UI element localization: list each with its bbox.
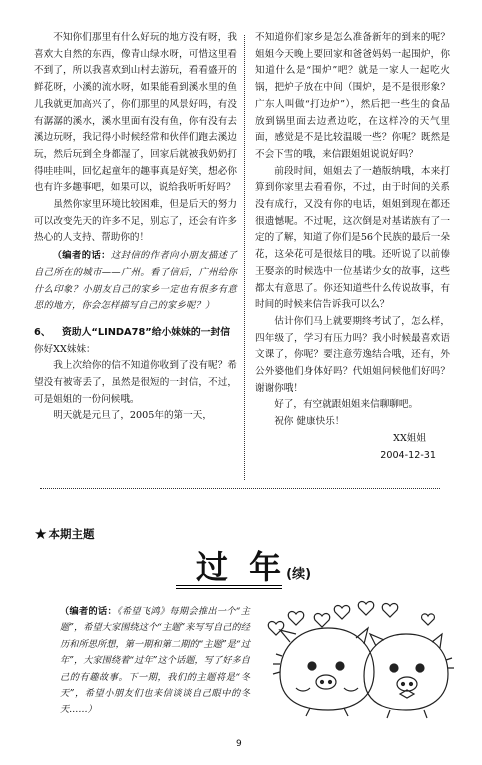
right-column (255, 30, 450, 464)
topic-header (34, 525, 94, 543)
left-paragraph-4: 明天就是元旦了，2005年的第一天， (53, 410, 212, 422)
right-paragraph-3: 估计你们马上就要期终考试了，怎么样，四年级了，学习有压力吗？我小时候最喜欢语文课了，你呢？要注意劳逸结合哦，还有，外公外婆他们身体好吗？代姐姐问候他们好吗？谢谢你哦！ (255, 315, 450, 394)
right-paragraph-1: 不知道你们家乡是怎么准备新年的到来的呢？姐姐今天晚上要回家和爸爸妈妈一起围炉，你知道什么是“围炉”吧？就是一家人一起吃火锅，把炉子放在中间（围炉，是不是很形象？广东人叫做“打边炉”），然后把一些生的食品放到锅里面去边煮边吃，在这样冷的天气里面，感觉是不是比较温暖一些？你呢？既然是不会下雪的哦，来信跟姐姐说说好吗？ (255, 32, 450, 160)
right-pig (364, 634, 454, 718)
topic-title-text: 过 年 (196, 548, 287, 586)
intro-text: 《希望飞鸿》每期会推出一个“主题”，希望大家围绕这个“主题”来写写自己的经历和所思所想，第一期和第二期的“主题”是“过年”，大家围绕着“过年”这个话题，写了好多自己的有趣故事。下一期，我们的主题将是“冬天”，希望小朋友们也来信谈谈自己眼中的冬天……） (60, 606, 250, 716)
topic-label: 本期主题 (48, 527, 95, 541)
intro-label: （编者的话： (60, 606, 117, 617)
left-paragraph-2: 虽然你家里环境比较困难，但是后天的努力可以改变先天的许多不足，别忘了，还会有许多热心的人支持、帮助你的！ (34, 199, 237, 244)
section-divider (40, 488, 440, 489)
left-paragraph-1: 不知你们那里有什么好玩的地方没有呀，我喜欢大自然的东西，像青山绿水呀，可惜这里看不到了，所以我喜欢到山村去游玩，看看盛开的鲜花呀，小溪的流水呀，如果能看到溪水里的鱼儿我就更加高兴了，你们那里的风景好吗，有没有潺潺的溪水，溪水里面有没有鱼，你有没有去溪边玩呀，我记得小时候经常和伙伴们跑去溪边玩，然后玩到全身都湿了，回家后就被我奶奶打得哇哇叫，回忆起童年的趣事真是好笑，想必你也有许多趣事吧，如果可以，说给我听听好吗？ (34, 32, 237, 194)
page-number: 9 (236, 739, 242, 749)
editor-note-text: 这封信的作者向小朋友描述了自己所在的城市——广州。看了信后，广州给你什么印象？小朋友自己的家乡一定也有很多有意思的地方，你会怎样描写自己的家乡呢？） (34, 250, 238, 312)
left-paragraph-3: 我上次给你的信不知道你收到了没有呢？希望没有被寄丢了，虽然是很短的一封信，不过，可是姐姐的一份问候哦。 (34, 360, 237, 405)
heart-icon (268, 601, 434, 635)
pig-illustration (260, 596, 455, 721)
column-divider (244, 35, 245, 480)
signature-name: XX姐姐 (393, 432, 426, 444)
section-heading (34, 325, 237, 342)
topic-title (196, 549, 311, 593)
editor-note (34, 248, 237, 315)
right-paragraph-2: 前段时间，姐姐去了一趟版纳哦，本来打算到你家里去看看你，不过，由于时间的关系没有成行，又没有你的电话，姐姐到现在都还很遗憾呢。不过呢，这次倒是对基诺族有了一定的了解，知道了你们是56个民族的最后一朵花，这朵花可是很炫目的哦。还听说了以前傣王娶亲的时候选中一位基诺少女的故事，这些都太有意思了。你还知道些什么传说故事，有时间的时候来信告诉我可以么？ (255, 165, 450, 311)
star-icon: ★ (34, 525, 48, 543)
right-paragraph-5: 祝你 健康快乐！ (274, 416, 345, 428)
title-underline (176, 585, 282, 586)
intro-note (60, 604, 250, 719)
signature-date: 2004-12-31 (380, 449, 436, 461)
salutation: 你好XX妹妹： (34, 343, 96, 355)
section-title: 资助人“LINDA78”给小妹妹的一封信 (62, 326, 231, 338)
topic-title-suffix: (续) (286, 567, 312, 582)
editor-note-label: （编者的话： (52, 250, 111, 262)
title-underline-2 (176, 588, 282, 589)
left-column (34, 30, 237, 425)
right-paragraph-4: 好了，有空就跟姐姐来信聊聊吧。 (274, 399, 419, 411)
left-pig (273, 628, 374, 716)
section-number: 6、 (34, 326, 51, 338)
